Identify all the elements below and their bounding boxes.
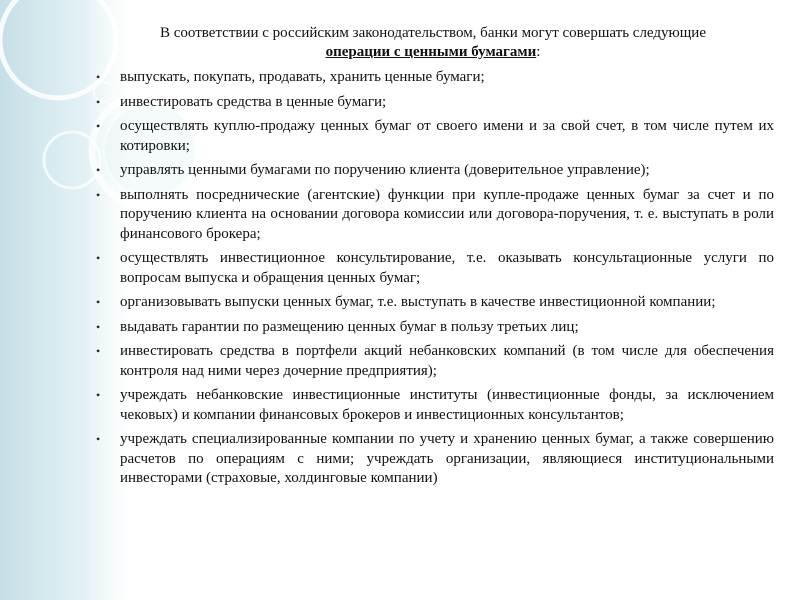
bullet-icon: • <box>96 94 101 109</box>
list-item <box>92 68 774 88</box>
intro-paragraph <box>92 24 774 62</box>
bullet-icon: • <box>96 187 101 202</box>
bullet-icon: • <box>96 388 101 402</box>
bullet-icon: • <box>96 319 101 334</box>
list-item-text: учреждать специализированные компании по учету и хранению ценных бумаг, а также совершению расчетов по операциям с ними; учреждать организации, являющиеся институциональными инвесторами (страховые, холдинговые компании) <box>120 431 774 486</box>
slide-content <box>92 24 774 494</box>
list-item-text: осуществлять инвестиционное консультирование, т.е. оказывать консультационные услуги по вопросам выпуска и обращения ценных бумаг; <box>120 250 774 286</box>
list-item <box>92 161 774 181</box>
list-item <box>92 93 774 113</box>
bullet-icon: • <box>96 432 101 446</box>
list-item-text: выпускать, покупать, продавать, хранить ценные бумаги; <box>120 69 485 85</box>
intro-text: В соответствии с российским законодательством, банки могут совершать следующие <box>160 25 706 41</box>
list-item-text: осуществлять куплю-продажу ценных бумаг от своего имени и за свой счет, в том числе путем их котировки; <box>120 118 774 154</box>
list-item <box>92 249 774 288</box>
intro-colon: : <box>536 44 541 60</box>
list-item <box>92 386 774 425</box>
list-item <box>92 318 774 338</box>
list-item <box>92 293 774 313</box>
list-item-text: управлять ценными бумагами по поручению клиента (доверительное управление); <box>120 162 650 178</box>
intro-bold-phrase: операции с ценными бумагами <box>325 44 537 60</box>
bullet-icon: • <box>96 119 101 133</box>
list-item <box>92 186 774 245</box>
list-item-text: выдавать гарантии по размещению ценных бумаг в пользу третьих лиц; <box>120 318 579 335</box>
bullet-icon: • <box>96 295 101 309</box>
list-item-text: выполнять посреднические (агентские) функции при купле-продаже ценных бумаг за счет и по поручению клиента на основании договора комиссии или договора-поручения, т. е. выступать в роли финансового брокера; <box>120 186 774 242</box>
list-item-text: учреждать небанковские инвестиционные институты (инвестиционные фонды, за исключением чековых) и компании финансовых брокеров и инвестиционных консультантов; <box>120 387 774 423</box>
bullet-icon: • <box>96 163 101 177</box>
list-item <box>92 430 774 489</box>
list-item-text: инвестировать средства в портфели акций небанковских компаний (в том числе для обеспечения контроля над ними через дочерние предприятия); <box>120 343 774 379</box>
list-item <box>92 117 774 156</box>
bullet-icon: • <box>96 251 101 265</box>
list-item <box>92 342 774 381</box>
bullet-icon: • <box>96 344 101 358</box>
bullet-icon: • <box>96 70 101 84</box>
operations-list <box>92 68 774 489</box>
list-item-text: инвестировать средства в ценные бумаги; <box>120 93 387 110</box>
list-item-text: организовывать выпуски ценных бумаг, т.е. выступать в качестве инвестиционной компании; <box>120 294 716 310</box>
